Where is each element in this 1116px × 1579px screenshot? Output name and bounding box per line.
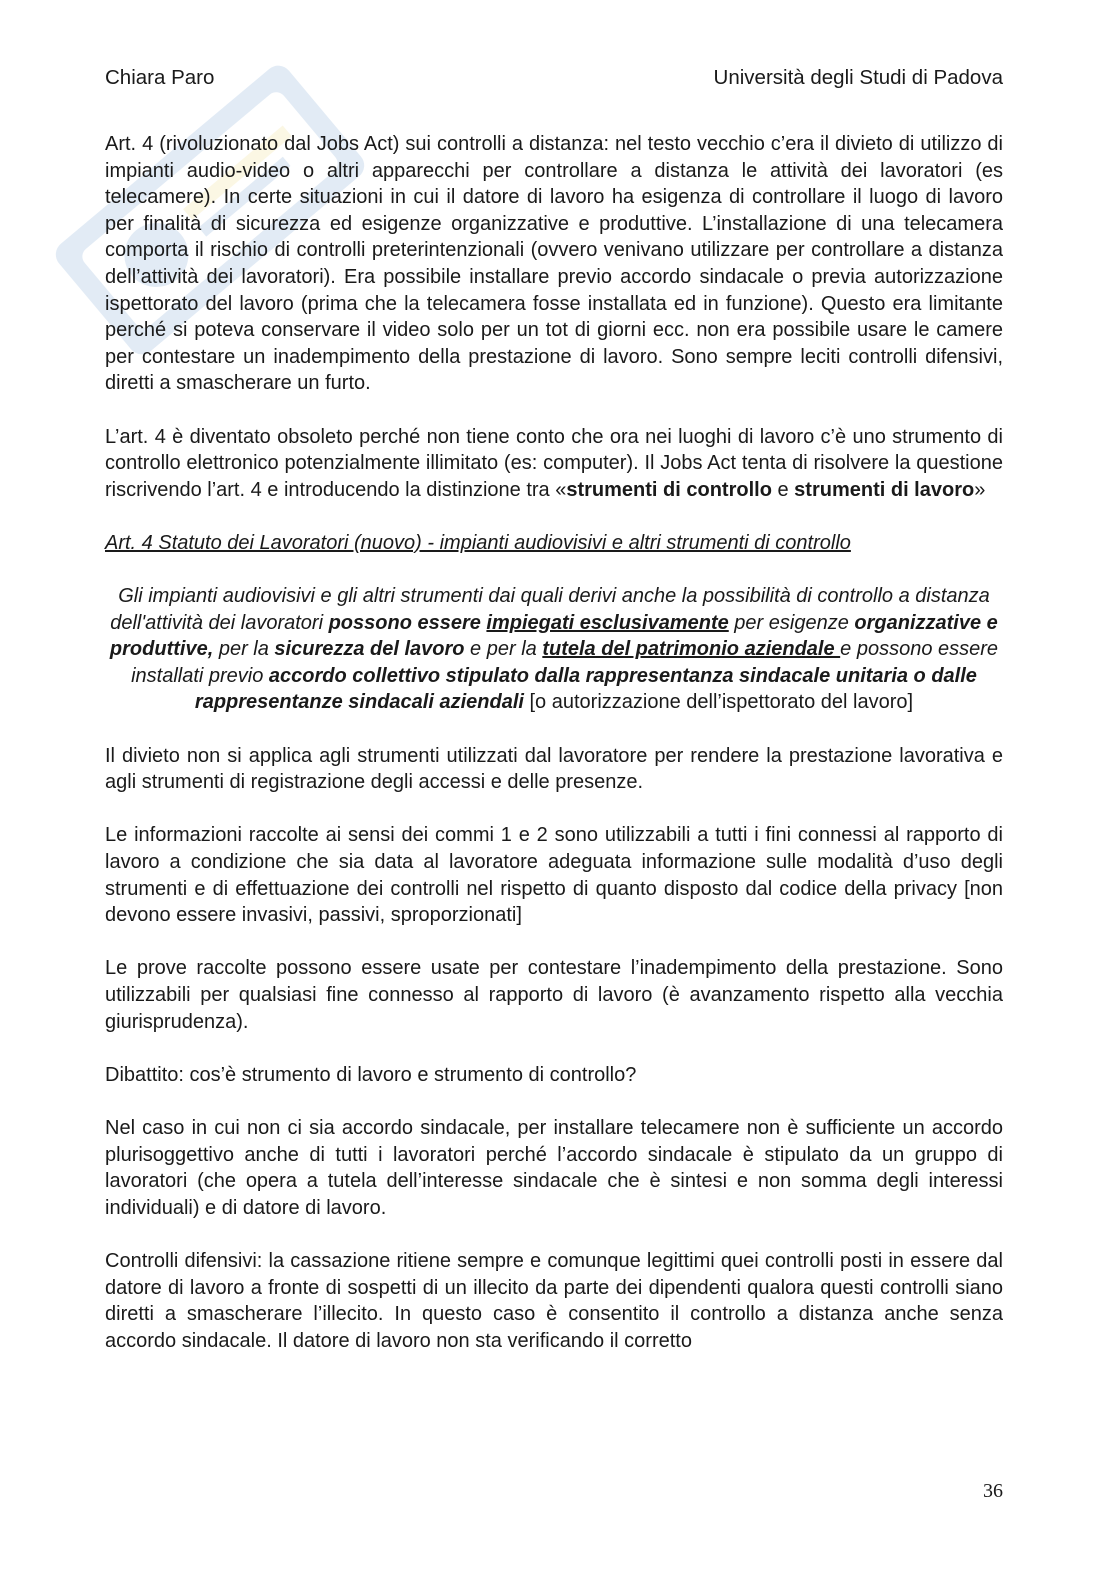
- document-body: [105, 131, 1003, 1354]
- paragraph-prove: Le prove raccolte possono essere usate per contestare l’inadempimento della prestazione. Sono utilizzabili per qualsiasi fine connesso al rapporto di lavoro (è avanzamento rispetto alla vecchia giurisprudenza).: [105, 957, 1003, 1033]
- page-number: 36: [983, 1480, 1003, 1502]
- quote-text: e per la: [464, 638, 543, 661]
- quote-bold: organizzative e produttive,: [109, 611, 998, 661]
- quote-text: Gli impianti audiovisivi e gli altri strumenti dai quali derivi anche la possibilità di controllo a distanza dell'attività dei lavoratori: [110, 585, 990, 634]
- paragraph-art4-obsolete: [105, 424, 1003, 504]
- paragraph-divieto: Il divieto non si applica agli strumenti utilizzati dal lavoratore per rendere la prestazione lavorativa e agli strumenti di registrazione degli accessi e delle presenze.: [105, 744, 1003, 794]
- page-header: [105, 66, 1003, 90]
- paragraph-dibattito: Dibattito: cos’è strumento di lavoro e strumento di controllo?: [105, 1063, 637, 1086]
- header-author: Chiara Paro: [105, 66, 215, 89]
- quote-bold: possono essere: [328, 611, 487, 634]
- bold-strumenti-lavoro: strumenti di lavoro: [794, 478, 975, 501]
- quote-bold: sicurezza del lavoro: [274, 638, 465, 661]
- article-title: Art. 4 Statuto dei Lavoratori (nuovo) - impianti audiovisivi e altri strumenti di controllo: [105, 531, 851, 554]
- article-quote: [105, 583, 1003, 716]
- quote-bold: accordo collettivo stipulato dalla rappresentanza sindacale unitaria o dalle rappresentanze sindacali aziendali: [194, 664, 977, 714]
- paragraph-controlli-difensivi: Controlli difensivi: la cassazione ritiene sempre e comunque legittimi quei controlli posti in essere dal datore di lavoro a fronte di sospetti di un illecito da parte dei dipendenti qualora questi controlli siano diretti a smascherare l’illecito. In questo caso è consentito il controllo a distanza anche senza accordo sindacale. Il datore di lavoro non sta verificando il corretto: [105, 1249, 1003, 1352]
- quote-text: e possono essere installati previo: [131, 638, 999, 687]
- paragraph-text: »: [974, 478, 986, 501]
- paragraph-text: e: [771, 478, 795, 501]
- quote-underline: impiegati esclusivamente: [486, 611, 729, 634]
- paragraph-informazioni: Le informazioni raccolte ai sensi dei commi 1 e 2 sono utilizzabili a tutti i fini connessi al rapporto di lavoro a condizione che sia data al lavoratore adeguata informazione sulle modalità d’uso degli strumenti e di effettuazione dei controlli nel rispetto di quanto disposto dal codice della privacy [non devono essere invasivi, passivi, sproporzionati]: [105, 824, 1003, 927]
- quote-bold-underline: [486, 612, 728, 634]
- header-university: Università degli Studi di Padova: [713, 66, 1003, 89]
- paragraph-accordo: Nel caso in cui non ci sia accordo sindacale, per installare telecamere non è sufficiente un accordo plurisoggettivo anche di tutti i lavoratori perché l’accordo sindacale è stipulato da un gruppo di lavoratori (che opera a tutela dell’interesse sindacale che è sintesi e non somma degli interessi individuali) e di datore di lavoro.: [105, 1116, 1003, 1219]
- quote-text: per esigenze: [728, 611, 855, 634]
- quote-text: [o autorizzazione dell’ispettorato del lavoro]: [523, 691, 914, 714]
- quote-underline: tutela del patrimonio aziendale: [542, 638, 841, 661]
- bold-strumenti-controllo: strumenti di controllo: [566, 478, 772, 501]
- paragraph-art4-old: Art. 4 (rivoluzionato dal Jobs Act) sui controlli a distanza: nel testo vecchio c’era il divieto di utilizzo di impianti audio-video o altri apparecchi per controllare a distanza le attività dei lavoratori (es telecamere). In certe situazioni in cui il datore di lavoro ha esigenza di controllare il luogo di lavoro per finalità di sicurezza ed esigenze organizzative e produttive. L’installazione di una telecamera comporta il rischio di controlli preterintenzionali (ovvero venivano utilizzare per controllare a distanza dell’attività dei lavoratori). Era possibile installare previo accordo sindacale o previa autorizzazione ispettorato del lavoro (prima che la telecamera fosse installata ed in funzione). Questo era limitante perché si poteva conservare il video solo per un tot di giorni ecc. non era possibile usare le camere per contestare un inadempimento della prestazione di lavoro. Sono sempre leciti controlli difensivi, diretti a smascherare un furto.: [105, 133, 1003, 395]
- paragraph-text: L’art. 4 è diventato obsoleto perché non tiene conto che ora nei luoghi di lavoro c’è uno strumento di controllo elettronico potenzialmente illimitato (es: computer). Il Jobs Act tenta di risolvere la questione riscrivendo l’art. 4 e introducendo la distinzione tra «: [105, 425, 1003, 501]
- quote-text: per la: [213, 638, 275, 661]
- quote-bold-underline: [542, 638, 840, 660]
